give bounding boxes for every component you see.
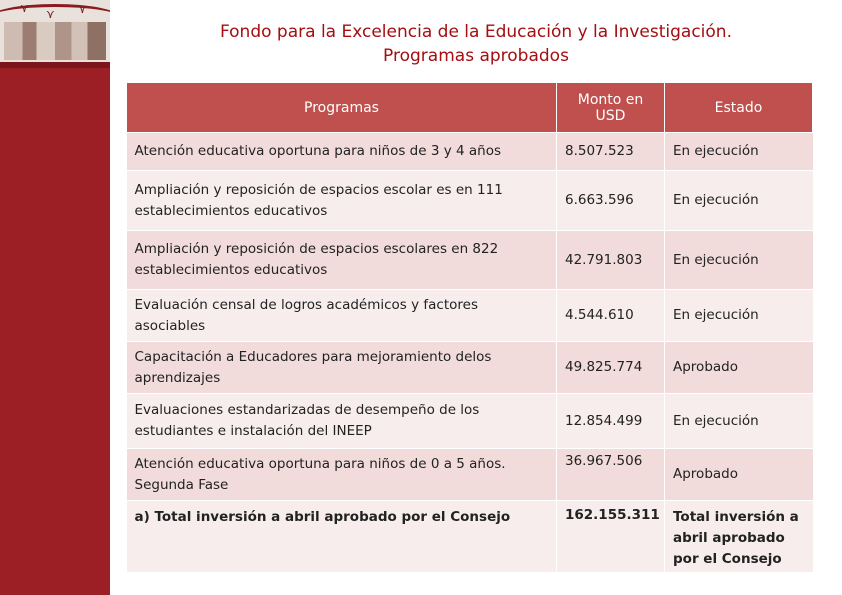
cell-estado: Aprobado [665,449,813,501]
cell-programa: Ampliación y reposición de espacios escolar es en 111 establecimientos educativos [127,171,557,231]
cell-monto: 8.507.523 [557,133,665,171]
cell-programa: Evaluaciones estandarizadas de desempeño de los estudiantes e instalación del INEEP [127,394,557,449]
cell-programa: Capacitación a Educadores para mejoramiento delos aprendizajes [127,342,557,394]
cell-estado: En ejecución [665,290,813,342]
cell-programa: Evaluación censal de logros académicos y factores asociables [127,290,557,342]
cell-estado: En ejecución [665,394,813,449]
table-row [127,394,813,449]
cell-estado: En ejecución [665,133,813,171]
table-row [127,231,813,290]
header-programas: Programas [127,83,557,133]
programs-table [126,82,813,573]
table-row [127,290,813,342]
cell-monto: 49.825.774 [557,342,665,394]
cell-programa: Ampliación y reposición de espacios escolares en 822 establecimientos educativos [127,231,557,290]
sidebar-band [0,0,110,595]
cell-estado: En ejecución [665,231,813,290]
header-estado: Estado [665,83,813,133]
cell-total-label: a) Total inversión a abril aprobado por el Consejo [127,501,557,573]
table-row [127,171,813,231]
cell-estado: En ejecución [665,171,813,231]
table-row-total [127,501,813,573]
photo-collage [4,22,106,60]
cell-monto: 12.854.499 [557,394,665,449]
cell-monto: 4.544.610 [557,290,665,342]
cell-estado: Aprobado [665,342,813,394]
sidebar-divider [0,62,110,68]
cell-total-estado: Total inversión a abril aprobado por el Consejo [665,501,813,573]
table-row [127,449,813,501]
table-header-row [127,83,813,133]
bird-icon: ⋎ [78,2,87,16]
cell-monto: 36.967.506 [557,449,665,501]
table-row [127,342,813,394]
table-row [127,133,813,171]
header-monto: Monto en USD [557,83,665,133]
page-title [120,20,832,68]
cell-total-monto: 162.155.311 [557,501,665,573]
cell-monto: 6.663.596 [557,171,665,231]
header-photo-banner [0,0,110,62]
bird-icon: ⋎ [46,7,55,21]
page-title-line1: Fondo para la Excelencia de la Educación y la Investigación. [219,22,732,42]
page-title-line2: Programas aprobados [383,46,569,66]
programs-table-container [126,82,813,573]
cell-programa: Atención educativa oportuna para niños de 3 y 4 años [127,133,557,171]
cell-monto: 42.791.803 [557,231,665,290]
bird-icon: ⋎ [20,1,29,15]
cell-programa: Atención educativa oportuna para niños de 0 a 5 años. Segunda Fase [127,449,557,501]
